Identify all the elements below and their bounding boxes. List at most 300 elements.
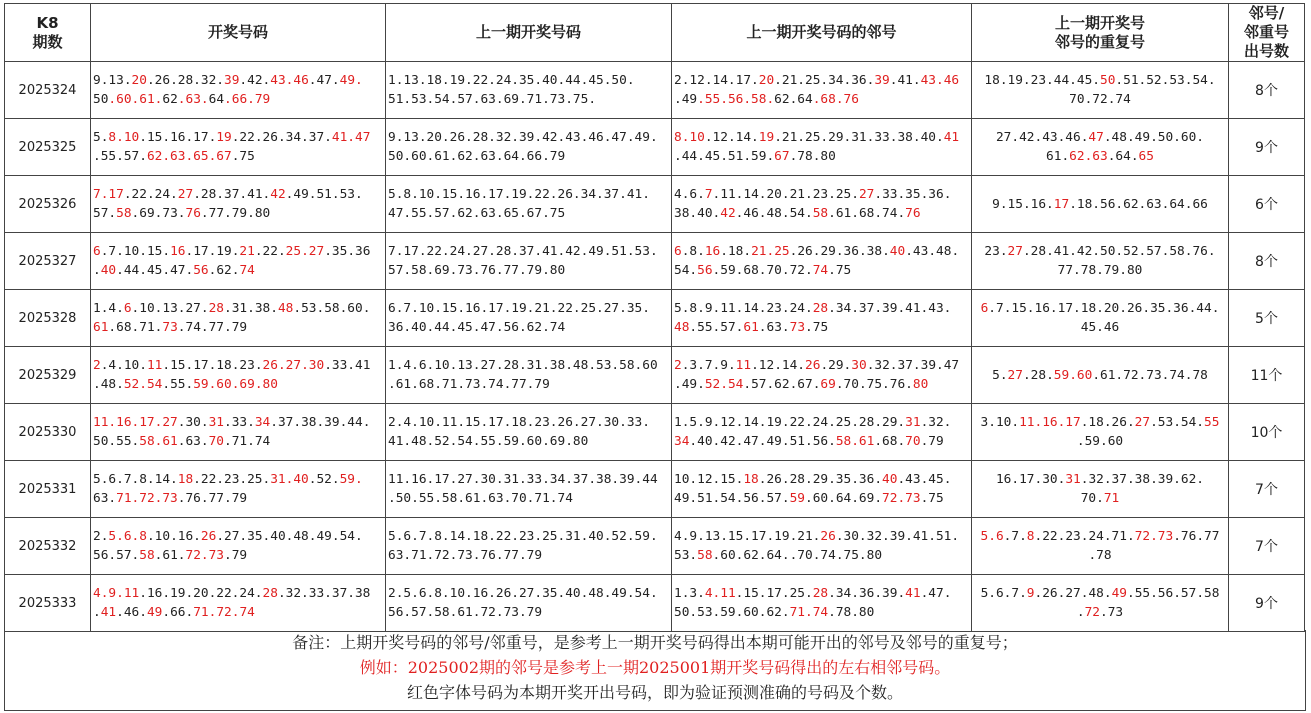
repeat-numbers-cell[interactable] [972,575,1229,632]
draw-numbers-cell[interactable] [91,347,386,404]
hit-number: 61 [93,320,109,335]
hit-number: 31.40 [270,472,309,487]
number-text: 5.8.9.11.14.23.24. [674,301,813,316]
neighbor-numbers-cell[interactable] [672,290,972,347]
hit-number: 11.16.17.27 [93,415,178,430]
number-text: .68.71. [108,320,163,335]
hit-number: 42 [270,187,286,202]
neighbor-line [674,318,969,337]
header-count[interactable] [1229,4,1305,62]
number-text: .28.37.41. [193,187,271,202]
hit-number: 31 [905,415,921,430]
period-cell[interactable]: 2025331 [5,461,91,518]
prev-numbers-cell[interactable] [386,119,672,176]
number-text: .15.16.17. [139,130,217,145]
hit-number: .60.61. [108,92,163,107]
prev-line [388,242,669,261]
count-cell[interactable]: 9个 [1229,575,1305,632]
prev-line [388,413,669,432]
hit-number: 59.60.69.80 [193,377,278,392]
hit-number: 9 [1026,586,1035,601]
hit-number: 21.25 [751,244,790,259]
number-text: .3.7.9. [681,358,736,373]
number-text: 49.51.54.56.57. [674,491,790,506]
hit-number: 67 [774,149,790,164]
repeat-line [974,261,1226,280]
neighbor-line [674,185,969,204]
number-text: .73 [1100,605,1124,620]
hit-number: 18 [743,472,759,487]
number-text: .16.19.20.22.24. [139,586,263,601]
number-text: 62 [162,92,178,107]
number-text: 16.17.30. [995,472,1066,487]
number-text: .7.15.16.17.18.20.26.35.36.44. [988,301,1220,316]
number-text: 10.12.15. [674,472,744,487]
number-text: .61. [154,548,186,563]
prev-line [388,356,669,375]
period-cell[interactable]: 2025328 [5,290,91,347]
number-text: .50.55.58.61.63.70.71.74 [388,491,573,506]
neighbor-line [674,147,969,166]
hit-number: 52.54 [704,377,744,392]
repeat-numbers-cell[interactable] [972,233,1229,290]
prev-line [388,299,669,318]
draw-line [93,584,383,603]
period-cell[interactable]: 2025324 [5,62,91,119]
number-text: .33.35.36. [874,187,952,202]
table-row [5,290,1305,347]
hit-number: 49. [339,73,363,88]
hit-number: 41 [943,130,960,145]
count-cell[interactable]: 5个 [1229,290,1305,347]
number-text: 11.16.17.27.30.31.33.34.37.38.39.44 [388,472,658,487]
hit-number: 73 [162,320,178,335]
neighbor-line [674,261,969,280]
number-text: 23. [984,244,1008,259]
number-text: .75 [231,149,255,164]
number-text: .18.26. [1080,415,1135,430]
header-repeat-line: 上一期开奖号 [1054,13,1145,32]
hit-number: 27 [177,187,194,202]
number-text: 5. [93,130,109,145]
hit-number: 11 [146,358,163,373]
draw-line [93,432,383,451]
neighbor-numbers-cell[interactable] [672,119,972,176]
number-text: .79 [920,434,944,449]
header-prev-line: 上一期开奖号码 [475,23,581,41]
hit-number: .68.76 [812,92,859,107]
count-cell[interactable]: 8个 [1229,62,1305,119]
hit-number: 61 [743,320,759,335]
number-text: .22.23.25. [193,472,271,487]
number-text: .44.45.47. [116,263,194,278]
number-text: .55.56.57.58 [1126,586,1220,601]
prev-numbers-cell[interactable] [386,404,672,461]
hit-number: 41 [905,586,921,601]
neighbor-line [674,375,969,394]
number-text: .15.17.25. [735,586,813,601]
neighbor-line [674,546,969,565]
number-text: 63.71.72.73.76.77.79 [388,548,543,563]
draw-numbers-cell[interactable] [91,176,386,233]
count-cell[interactable]: 7个 [1229,461,1305,518]
repeat-numbers-cell[interactable] [972,461,1229,518]
number-text: .37.38.39.44. [270,415,371,430]
repeat-numbers-cell[interactable] [972,290,1229,347]
number-text: .34.36.39. [828,586,906,601]
prev-numbers-cell[interactable] [386,575,672,632]
neighbor-line [674,470,969,489]
hit-number: 72.73 [882,491,921,506]
repeat-line [974,242,1226,261]
prev-line [388,432,669,451]
neighbor-numbers-cell[interactable] [672,233,972,290]
neighbor-numbers-cell[interactable] [672,518,972,575]
prev-numbers-cell[interactable] [386,347,672,404]
note-line-2: 例如：2025002期的邻号是参考上一期2025001期开奖号码得出的左右相邻号码。 [359,658,951,677]
period-cell[interactable]: 2025327 [5,233,91,290]
hit-number: 43.46 [270,73,309,88]
repeat-line [974,470,1226,489]
hit-number: 17 [1053,196,1070,212]
header-neighbor[interactable] [672,4,972,62]
number-text: .15.17.18.23. [162,358,263,373]
hit-number: 16 [170,244,186,259]
hit-number: 6 [93,244,101,259]
period-cell[interactable]: 2025325 [5,119,91,176]
draw-numbers-cell[interactable] [91,518,386,575]
table-row [5,404,1305,461]
hit-number: 58 [139,548,155,563]
draw-line [93,185,383,204]
draw-line [93,147,383,166]
hit-number: 28 [208,301,225,316]
neighbor-line [674,584,969,603]
neighbor-numbers-cell[interactable] [672,62,972,119]
number-text: 70. [1080,491,1104,506]
prev-numbers-cell[interactable] [386,62,672,119]
number-text: 53. [674,548,698,563]
number-text: .32.37.39.47 [866,358,960,373]
neighbor-line [674,356,969,375]
number-text: .21.25.34.36. [774,73,875,88]
number-text: .75 [828,263,852,278]
number-text: 1.4. [93,301,124,316]
hit-number: 42 [720,206,736,221]
number-text: 5.6.7. [980,586,1027,601]
count-cell[interactable]: 7个 [1229,518,1305,575]
number-text: .29. [820,358,852,373]
repeat-numbers-cell[interactable] [972,176,1229,233]
header-count-line: 出号数 [1243,42,1289,60]
repeat-numbers-cell[interactable] [972,347,1229,404]
hit-number: 49 [1111,586,1127,601]
number-text: .66. [162,605,194,620]
period-cell[interactable]: 2025329 [5,347,91,404]
hit-number: 48 [277,301,294,316]
hit-number: 7.17 [93,187,124,202]
number-text: .49. [674,377,705,392]
number-text: 57.58.69.73.76.77.79.80 [388,263,566,278]
hit-number: 69 [820,377,836,392]
hit-number: 18 [177,472,194,487]
number-text: .28.41.42.50.52.57.58.76. [1022,244,1216,259]
number-text: .27.35.40.48.49.54. [216,529,363,544]
results-table [4,3,1305,632]
number-text: 4.6. [674,187,705,202]
number-text: 18.19.23.44.45. [984,73,1100,88]
hit-number: 71.74 [789,605,829,620]
repeat-line [974,299,1226,318]
draw-line [93,489,383,508]
hit-number: 31 [208,415,224,430]
hit-number: 40 [100,263,117,278]
draw-numbers-cell[interactable] [91,461,386,518]
number-text: 2.5.6.8.10.16.26.27.35.40.48.49.54. [388,586,658,601]
number-text: .43.48. [905,244,960,259]
number-text: 9.13.20.26.28.32.39.42.43.46.47.49. [388,130,658,145]
number-text: 63. [93,491,117,506]
draw-numbers-cell[interactable] [91,575,386,632]
hit-number: 27 [1134,415,1151,430]
draw-line [93,546,383,565]
number-text: .78 [1088,548,1112,563]
draw-numbers-cell[interactable] [91,290,386,347]
hit-number: 26.27.30 [262,358,325,373]
draw-line [93,90,383,109]
neighbor-numbers-cell[interactable] [672,461,972,518]
draw-numbers-cell[interactable] [91,62,386,119]
count-cell[interactable]: 6个 [1229,176,1305,233]
number-text: .22.24. [123,187,178,202]
count-cell[interactable]: 11个 [1229,347,1305,404]
number-text: .53.58.60. [293,301,371,316]
prev-line [388,375,669,394]
hit-number: 20 [131,73,147,88]
hit-number: .66.79 [224,92,271,107]
hit-number: 34 [674,434,690,449]
number-text: .32. [920,415,952,430]
neighbor-numbers-cell[interactable] [672,176,972,233]
hit-number: 34 [254,415,271,430]
repeat-line [974,128,1226,147]
number-text: .47. [920,586,952,601]
draw-line [93,413,383,432]
hit-number: 27 [858,187,875,202]
neighbor-line [674,527,969,546]
number-text: .61.68.71.73.74.77.79 [388,377,550,392]
table-row [5,119,1305,176]
number-text: .75 [920,491,944,506]
number-text: 50.53.59.60.62. [674,605,790,620]
period-cell[interactable]: 2025332 [5,518,91,575]
hit-number: 28 [262,586,278,601]
repeat-numbers-cell[interactable] [972,404,1229,461]
hit-number: 6 [980,301,989,316]
number-text: 5.6.7.8.14. [93,472,178,487]
number-text: .46. [116,605,147,620]
number-text: .44.45.51.59. [674,149,775,164]
neighbor-line [674,128,969,147]
neighbor-numbers-cell[interactable] [672,404,972,461]
neighbor-line [674,432,969,451]
draw-numbers-cell[interactable] [91,119,386,176]
neighbor-line [674,603,969,622]
hit-number: 56 [193,263,209,278]
hit-number: 8 [1026,529,1035,544]
number-text: 2. [93,529,109,544]
number-text: 1.4.6.10.13.27.28.31.38.48.53.58.60 [388,358,658,373]
hit-number: 7 [704,187,713,202]
hit-number: 76 [905,206,921,221]
note-line-1: 备注：上期开奖号码的邻号/邻重号，是参考上一期开奖号码得出本期可能开出的邻号及邻号的重复号； [292,633,1018,652]
number-text: .63. [758,320,790,335]
hit-number: 74 [812,263,829,278]
hit-number: 8.10 [674,130,705,145]
repeat-numbers-cell[interactable] [972,119,1229,176]
hit-number: 43.46 [920,73,960,88]
number-text: . [93,263,101,278]
hit-number: 55 [1204,415,1220,430]
hit-number: 6 [674,244,682,259]
number-text: 50.60.61.62.63.64.66.79 [388,149,566,164]
repeat-line [974,366,1226,385]
number-text: 6.7.10.15.16.17.19.21.22.25.27.35. [388,301,650,316]
number-text: 56.57.58.61.72.73.79 [388,605,543,620]
number-text: 61. [1046,149,1070,164]
number-text: 38.40. [674,206,721,221]
prev-line [388,603,669,622]
hit-number: 56 [697,263,713,278]
period-cell[interactable]: 2025326 [5,176,91,233]
draw-line [93,242,383,261]
number-text: 41.48.52.54.55.59.60.69.80 [388,434,589,449]
neighbor-numbers-cell[interactable] [672,575,972,632]
number-text: .51.52.53.54. [1115,73,1216,88]
hit-number: 4.9.11 [93,586,140,601]
number-text: .61.68.74. [828,206,906,221]
table-row [5,575,1305,632]
number-text: 27.42.43.46. [995,130,1089,145]
number-text: .30.32.39.41.51. [835,529,960,544]
hit-number: 26 [805,358,821,373]
period-cell[interactable]: 2025333 [5,575,91,632]
neighbor-line [674,242,969,261]
number-text: 50 [93,92,109,107]
number-text: .32.33.37.38 [277,586,371,601]
number-text: .10.13.27. [131,301,209,316]
prev-numbers-cell[interactable] [386,461,672,518]
header-draw-line: 开奖号码 [207,23,268,41]
prev-numbers-cell[interactable] [386,233,672,290]
number-text: .18. [720,244,752,259]
header-draw[interactable] [91,4,386,62]
hit-number: 4.11 [704,586,736,601]
table-row [5,176,1305,233]
count-cell[interactable]: 9个 [1229,119,1305,176]
hit-number: 30 [851,358,867,373]
neighbor-numbers-cell[interactable] [672,347,972,404]
prev-line [388,204,669,223]
prev-line [388,470,669,489]
header-row [5,4,1305,62]
number-text: .75 [805,320,829,335]
hit-number: 27 [1007,244,1023,259]
period-cell[interactable]: 2025330 [5,404,91,461]
draw-numbers-cell[interactable] [91,404,386,461]
number-text: .26.27.48. [1034,586,1112,601]
hit-number: 19 [216,130,232,145]
number-text: .43.45. [897,472,952,487]
number-text: .26.29.36.38. [789,244,890,259]
hit-number: 28 [812,301,829,316]
repeat-line [974,489,1226,508]
hit-number: 59. [339,472,363,487]
number-text: .55.57. [93,149,147,164]
hit-number: 40 [882,472,898,487]
number-text: .52. [308,472,340,487]
number-text: .12.14. [751,358,806,373]
hit-number: 65 [1138,149,1154,164]
number-text: 1.3. [674,586,705,601]
number-text: . [1076,605,1085,620]
number-text: .30. [177,415,209,430]
hit-number: 58 [116,206,132,221]
header-prev[interactable] [386,4,672,62]
hit-number: 28 [812,586,829,601]
prev-line [388,546,669,565]
repeat-numbers-cell[interactable] [972,518,1229,575]
draw-numbers-cell[interactable] [91,233,386,290]
header-repeat[interactable] [972,4,1229,62]
table-row [5,518,1305,575]
header-period-line: K8 [36,13,59,32]
header-period[interactable] [5,4,91,62]
hit-number: 47 [1088,130,1104,145]
table-body [5,62,1305,632]
number-text: 77.78.79.80 [1057,263,1143,278]
hit-number: 5.6 [980,529,1004,544]
number-text: .49.51.53. [285,187,363,202]
number-text: .26.28.29.35.36. [758,472,883,487]
hit-number: 72.73 [185,548,225,563]
hit-number: 5.6.8 [108,529,147,544]
prev-line [388,90,669,109]
number-text: .42. [239,73,271,88]
count-cell[interactable]: 10个 [1229,404,1305,461]
number-text: .68. [874,434,906,449]
number-text: .7.10.15. [100,244,171,259]
number-text: . [93,605,101,620]
hit-number: 62.63.65.67 [146,149,232,164]
number-text: 57. [93,206,117,221]
prev-line [388,185,669,204]
number-text: 1.13.18.19.22.24.35.40.44.45.50. [388,73,635,88]
number-text: .21.25.29.31.33.38.40. [774,130,944,145]
prev-numbers-cell[interactable] [386,176,672,233]
number-text: 9.13. [93,73,132,88]
number-text: .10.16. [146,529,201,544]
draw-line [93,527,383,546]
prev-numbers-cell[interactable] [386,518,672,575]
hit-number: 58 [812,206,829,221]
hit-number: 11 [735,358,752,373]
repeat-numbers-cell[interactable] [972,62,1229,119]
prev-numbers-cell[interactable] [386,290,672,347]
table-row [5,62,1305,119]
hit-number: .55.56.58. [697,92,775,107]
count-cell[interactable]: 8个 [1229,233,1305,290]
